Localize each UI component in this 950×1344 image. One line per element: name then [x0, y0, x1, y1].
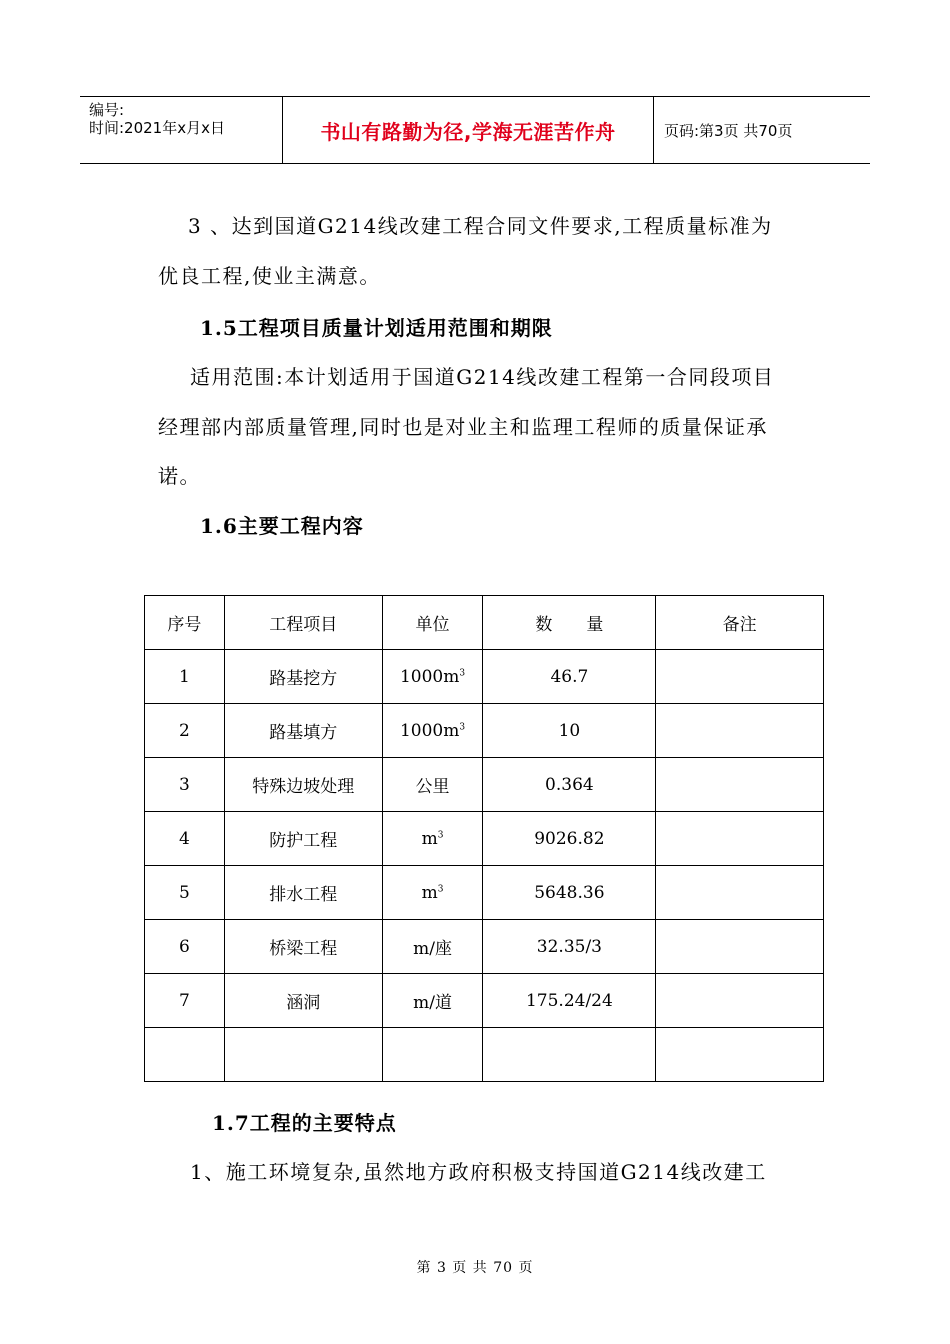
- cell-item: 涵洞: [224, 974, 382, 1028]
- paragraph-line: 1、施工环境复杂,虽然地方政府积极支持国道G214线改建工: [190, 1160, 767, 1184]
- paragraph-line: 优良工程,使业主满意。: [158, 264, 381, 288]
- cell-note: [656, 974, 824, 1028]
- unit-text: 1000m: [399, 666, 460, 687]
- cell-item: 防护工程: [224, 812, 382, 866]
- unit-superscript: 3: [437, 829, 444, 840]
- table-header-cell: 序号: [145, 596, 225, 650]
- works-table: [144, 595, 824, 1082]
- cell-no: 5: [145, 866, 225, 920]
- cell-note: [656, 812, 824, 866]
- cell-unit: [382, 1028, 483, 1082]
- table-header-cell: 单位: [382, 596, 483, 650]
- cell-no: 7: [145, 974, 225, 1028]
- paragraph-line: 适用范围:本计划适用于国道G214线改建工程第一合同段项目: [190, 365, 775, 389]
- cell-qty: 175.24/24: [483, 974, 656, 1028]
- page-header: [80, 96, 870, 164]
- cell-no: 3: [145, 758, 225, 812]
- page-footer: 第 3 页 共 70 页: [416, 1260, 534, 1276]
- table-row: [145, 920, 824, 974]
- unit-text: 1000m: [399, 720, 460, 741]
- cell-item: 路基填方: [224, 704, 382, 758]
- table-header-row: [145, 596, 824, 650]
- table-header-cell: 数 量: [483, 596, 656, 650]
- cell-qty: 46.7: [483, 650, 656, 704]
- table-row: [145, 704, 824, 758]
- unit-superscript: 3: [459, 721, 466, 732]
- unit-text: m/道: [413, 993, 452, 1013]
- table-header-cell: 备注: [656, 596, 824, 650]
- header-page-label: 页码:第3页 共70页: [664, 121, 793, 140]
- cell-item: 桥梁工程: [224, 920, 382, 974]
- cell-qty: 32.35/3: [483, 920, 656, 974]
- cell-qty: 0.364: [483, 758, 656, 812]
- cell-no: 6: [145, 920, 225, 974]
- cell-unit: [382, 650, 483, 704]
- section-heading-1-5: 1.5工程项目质量计划适用范围和期限: [200, 316, 553, 340]
- table-row: [145, 650, 824, 704]
- cell-unit: [382, 812, 483, 866]
- header-motto: 书山有路勤为径,学海无涯苦作舟: [283, 97, 654, 163]
- cell-item: [224, 1028, 382, 1082]
- cell-unit: [382, 704, 483, 758]
- cell-note: [656, 650, 824, 704]
- unit-text: m: [421, 828, 438, 849]
- header-page-info: [654, 97, 870, 163]
- table-row: [145, 812, 824, 866]
- header-time-label: 时间:2021年x月x日: [89, 119, 225, 137]
- paragraph-line: 3 、达到国道G214线改建工程合同文件要求,工程质量标准为: [188, 214, 773, 238]
- cell-qty: [483, 1028, 656, 1082]
- cell-item: 特殊边坡处理: [224, 758, 382, 812]
- unit-text: m/座: [413, 939, 452, 959]
- cell-note: [656, 758, 824, 812]
- paragraph-line: 诺。: [158, 464, 201, 488]
- cell-unit: [382, 974, 483, 1028]
- unit-text: m: [421, 882, 438, 903]
- paragraph-line: 经理部内部质量管理,同时也是对业主和监理工程师的质量保证承: [158, 415, 768, 439]
- cell-qty: 10: [483, 704, 656, 758]
- cell-item: 排水工程: [224, 866, 382, 920]
- table-row: [145, 974, 824, 1028]
- table-row: [145, 1028, 824, 1082]
- cell-qty: 5648.36: [483, 866, 656, 920]
- cell-no: [145, 1028, 225, 1082]
- section-heading-1-6: 1.6主要工程内容: [200, 514, 364, 538]
- table-row: [145, 866, 824, 920]
- cell-no: 2: [145, 704, 225, 758]
- unit-superscript: 3: [437, 883, 444, 894]
- section-heading-1-7: 1.7工程的主要特点: [212, 1111, 397, 1135]
- cell-item: 路基挖方: [224, 650, 382, 704]
- unit-text: 公里: [415, 777, 450, 797]
- cell-unit: [382, 758, 483, 812]
- header-code-label: 编号:: [89, 101, 125, 119]
- unit-superscript: 3: [459, 667, 466, 678]
- table-row: [145, 758, 824, 812]
- cell-qty: 9026.82: [483, 812, 656, 866]
- cell-unit: [382, 866, 483, 920]
- cell-unit: [382, 920, 483, 974]
- table-header-cell: 工程项目: [224, 596, 382, 650]
- header-meta: [80, 97, 283, 163]
- cell-no: 1: [145, 650, 225, 704]
- cell-note: [656, 1028, 824, 1082]
- cell-note: [656, 920, 824, 974]
- cell-note: [656, 866, 824, 920]
- cell-no: 4: [145, 812, 225, 866]
- cell-note: [656, 704, 824, 758]
